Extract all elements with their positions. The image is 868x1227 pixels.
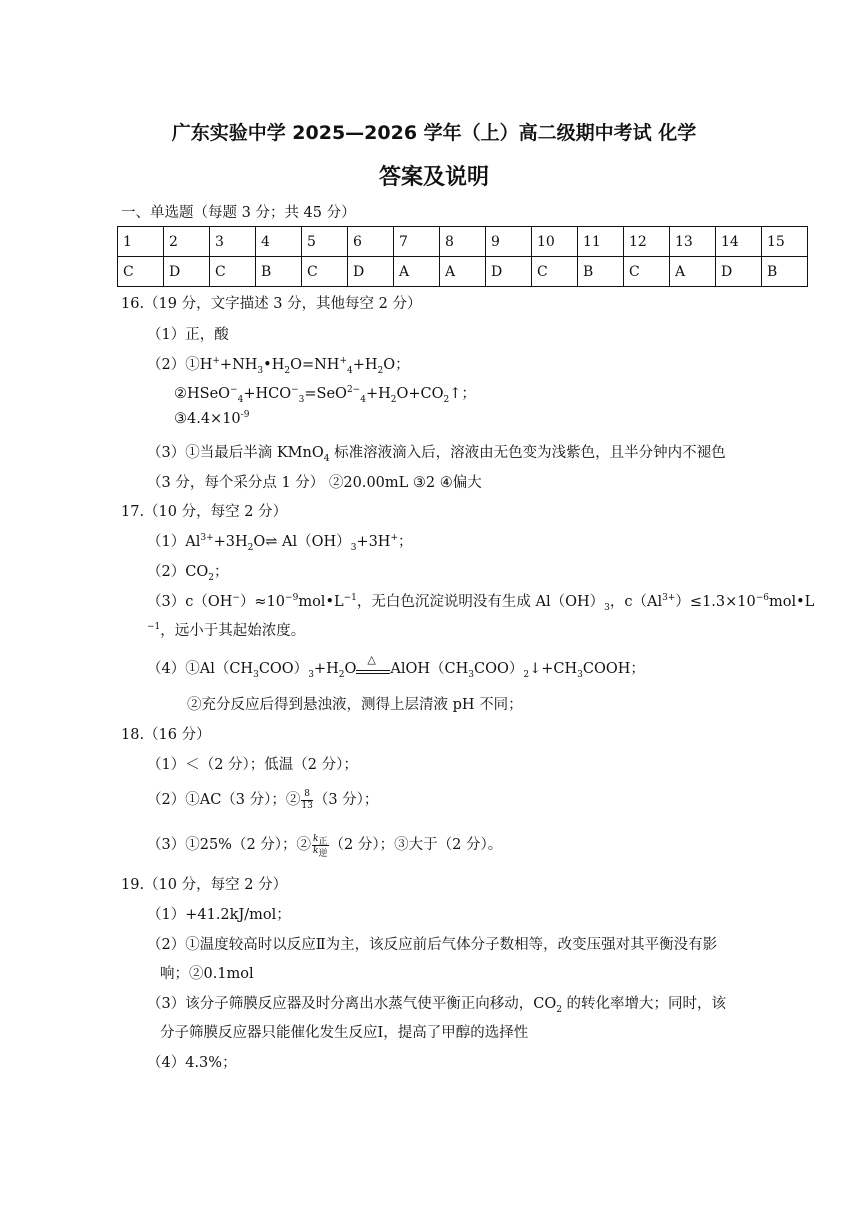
table-cell: 11 [578, 227, 624, 257]
q16-part2-equation2: $②HSeO^-_4+HCO^-_3=SeO^{2-}_4+H_2O+CO_2↑$； [174, 385, 476, 405]
table-cell: B [256, 257, 302, 287]
q16-heading: 16.（19 分，文字描述 3 分，其他每空 2 分） [121, 296, 422, 312]
answer-table [117, 226, 808, 287]
table-cell: C [302, 257, 348, 287]
page-title: 广东实验中学 2025—2026 学年（上）高二级期中考试 化学 [171, 122, 697, 144]
q19-part3-line1: （3）该分子筛膜反应器及时分离出水蒸气使平衡正向移动，$CO_2$ 的转化率增大；同时，该 [147, 996, 727, 1015]
table-cell: 4 [256, 227, 302, 257]
q19-part3-line2: 分子筛膜反应器只能催化发生反应Ⅰ，提高了甲醇的选择性 [160, 1025, 529, 1041]
q16-part3-line1: （3）①当最后半滴 KMnO$_4$ 标准溶液滴入后，溶液由无色变为浅紫色，且半分钟内不褪色 [147, 445, 726, 464]
table-cell: D [348, 257, 394, 287]
table-cell: 6 [348, 227, 394, 257]
q18-part1: （1）＜（2 分）；低温（2 分）； [147, 757, 358, 773]
q17-heading: 17.（10 分，每空 2 分） [121, 504, 288, 520]
table-cell: A [670, 257, 716, 287]
table-cell: D [716, 257, 762, 287]
section1-heading: 一、单选题（每题 3 分；共 45 分） [121, 205, 356, 221]
table-cell: 13 [670, 227, 716, 257]
q19-heading: 19.（10 分，每空 2 分） [121, 877, 288, 893]
q19-part1: （1）+41.2kJ/mol； [147, 907, 291, 923]
q16-part2-value: $③4.4\times 10^{-9}$ [174, 410, 250, 427]
q16-part3-line2: （3 分，每个采分点 1 分） ②20.00mL ③2 ④偏大 [147, 475, 482, 491]
table-cell: B [578, 257, 624, 287]
q17-part4-equation: $(4)①Al(CH_3COO)_3+H_2O$ △ $AlOH(CH_3COO)_2↓+CH_3COOH$； [147, 653, 645, 680]
page-subtitle: 答案及说明 [378, 165, 489, 190]
table-cell: C [624, 257, 670, 287]
q18-part3: （3）①25%（2 分）；② $\frac{k_正}{k_逆}$ （2 分）；③大于（2 分）。 [147, 833, 503, 859]
q17-part3-line1: $(3)c(OH^-)\approx 10^{-9}mol•L^{-1}$，无白色沉淀说明没有生成 $Al(OH)_3$，$c(Al^{3+})\le 1.3\times 10^{-6}mol•L$ [147, 593, 815, 613]
q17-part2: $(2)CO_2$； [147, 564, 229, 583]
table-cell: C [210, 257, 256, 287]
table-cell: 1 [118, 227, 164, 257]
rate-constant-fraction: $\frac{k_正}{k_逆}$ [313, 833, 328, 859]
table-cell: 10 [532, 227, 578, 257]
table-cell: 15 [762, 227, 808, 257]
table-cell: B [762, 257, 808, 287]
q17-part4-line2: ②充分反应后得到悬浊液，测得上层清液 pH 不同； [187, 697, 523, 713]
table-cell: 5 [302, 227, 348, 257]
q17-part3-line2: $^{-1}$，远小于其起始浓度。 [147, 622, 306, 639]
table-cell: 3 [210, 227, 256, 257]
table-cell: A [394, 257, 440, 287]
table-cell: 8 [440, 227, 486, 257]
q19-part4: （4）4.3%； [147, 1055, 237, 1071]
table-cell: A [440, 257, 486, 287]
table-cell: D [486, 257, 532, 287]
table-cell: 2 [164, 227, 210, 257]
table-cell: 7 [394, 227, 440, 257]
table-cell: D [164, 257, 210, 287]
q17-part1: $(1)Al^{3+}+3H_2O\rightleftharpoons$ $Al(OH)_3+3H^+$； [147, 533, 413, 553]
q19-part2-line2: 响；②0.1mol [160, 966, 254, 982]
table-cell: 14 [716, 227, 762, 257]
table-cell: 9 [486, 227, 532, 257]
table-cell: C [118, 257, 164, 287]
q19-part2-line1: （2）①温度较高时以反应Ⅱ为主，该反应前后气体分子数相等，改变压强对其平衡没有影 [147, 937, 718, 953]
question-number-row [118, 227, 808, 257]
q18-part2: （2）①AC（3 分）；② $\frac{8}{13}$ （3 分）； [147, 788, 379, 811]
q16-part1: （1）正，酸 [147, 327, 229, 343]
answer-row [118, 257, 808, 287]
table-cell: C [532, 257, 578, 287]
heating-equilibrium-sign: △ [356, 663, 390, 675]
table-cell: 12 [624, 227, 670, 257]
fraction: $\frac{8}{13}$ [301, 788, 313, 811]
q16-part2-equation1: $(2)①H^++NH_3•H_2O=NH^+_4+H_2O$； [147, 356, 410, 376]
q18-heading: 18.（16 分） [121, 727, 211, 743]
